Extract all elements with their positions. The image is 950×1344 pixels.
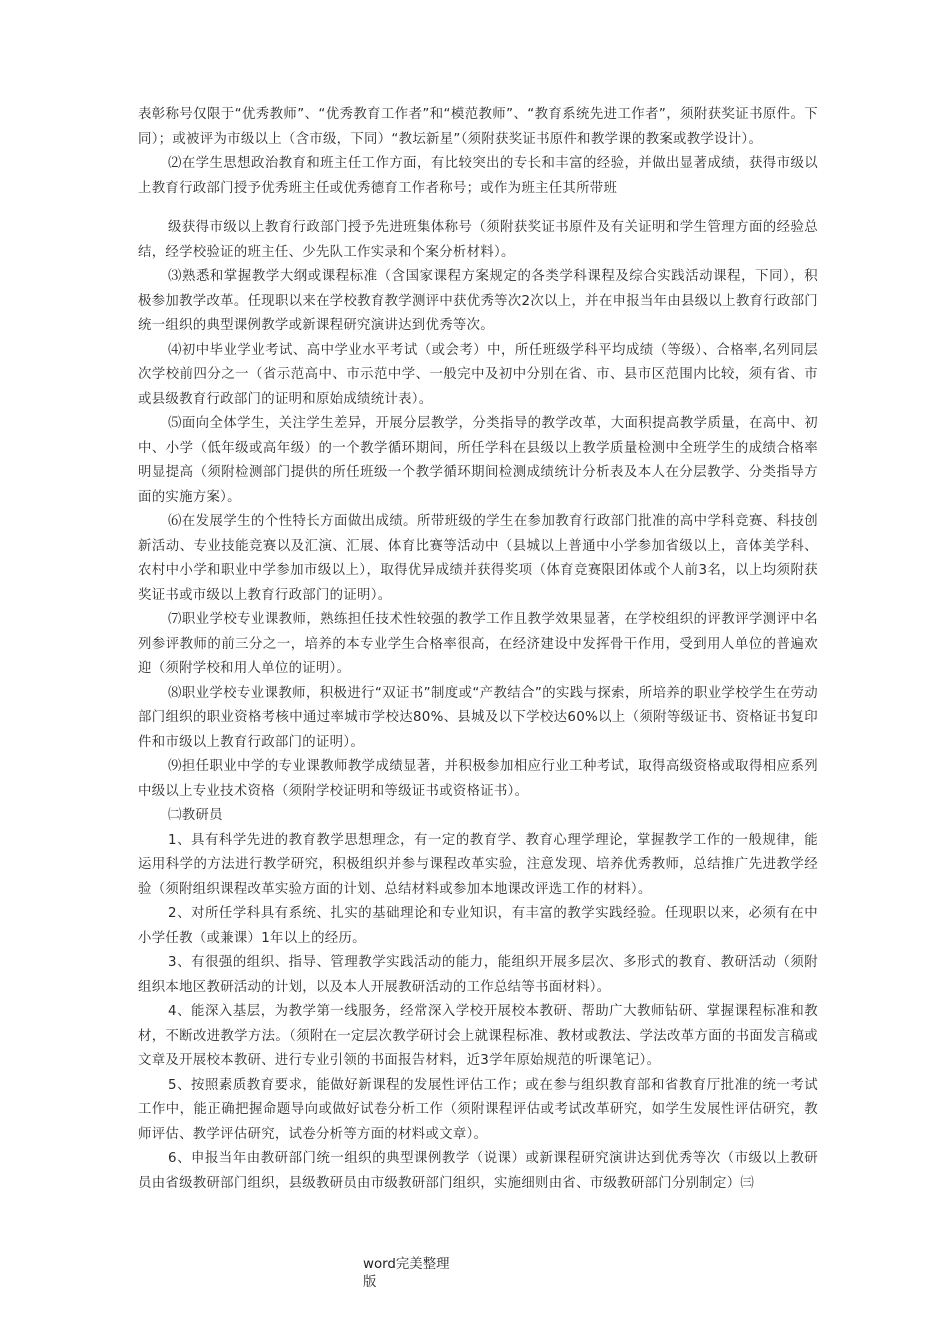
paragraph-item-2-part1: ⑵在学生思想政治教育和班主任工作方面，有比较突出的专长和丰富的经验，并做出显著成绩，获得市级以上教育行政部门授予优秀班主任或优秀德育工作者称号；或作为班主任其所带班 bbox=[138, 156, 818, 196]
section-heading-researcher: ㈡教研员 bbox=[168, 808, 223, 823]
paragraph-researcher-2: 2、对所任学科具有系统、扎实的基础理论和专业知识，有丰富的教学实践经验。任现职以来，必须有在中小学任教（或兼课）1年以上的经历。 bbox=[138, 906, 818, 946]
paragraph-item-3: ⑶熟悉和掌握教学大纲或课程标准（含国家课程方案规定的各类学科课程及综合实践活动课程，下同），积极参加教学改革。任现职以来在学校教育教学测评中获优秀等次2次以上，并在申报当年由县级以上教育行政部门统一组织的典型课例教学或新课程研究演讲达到优秀等次。 bbox=[138, 269, 818, 333]
paragraph-honor-titles: 表彰称号仅限于“优秀教师”、“优秀教育工作者”和“模范教师”、“教育系统先进工作者”，须附获奖证书原件。下同）；或被评为市级以上（含市级，下同）“教坛新星”（须附获奖证书原件和教学课的教案或教学设计）。 bbox=[138, 107, 818, 147]
document-body bbox=[138, 103, 818, 1196]
paragraph-item-5: ⑸面向全体学生，关注学生差异，开展分层教学，分类指导的教学改革，大面积提高教学质量，在高中、初中、小学（低年级或高年级）的一个教学循环期间，所任学科在县级以上教学质量检测中全班学生的成绩合格率明显提高（须附检测部门提供的所任班级一个教学循环期间检测成绩统计分析表及本人在分层教学、分类指导方面的实施方案）。 bbox=[138, 416, 818, 505]
paragraph-researcher-4: 4、能深入基层，为教学第一线服务，经常深入学校开展校本教研、帮助广大教师钻研、掌握课程标准和教材，不断改进教学方法。（须附在一定层次教学研讨会上就课程标准、教材或教法、学法改革方面的书面发言稿或文章及开展校本教研、进行专业引领的书面报告材料，近3学年原始规范的听课笔记）。 bbox=[138, 1004, 818, 1068]
paragraph-researcher-6: 6、申报当年由教研部门统一组织的典型课例教学（说课）或新课程研究演讲达到优秀等次（市级以上教研员由省级教研部门组织，县级教研员由市级教研部门组织，实施细则由省、市级教研部门分别制定）㈢ bbox=[138, 1151, 818, 1191]
footer-line-1: word完美整理 bbox=[363, 1257, 450, 1272]
paragraph-researcher-3: 3、有很强的组织、指导、管理教学实践活动的能力，能组织开展多层次、多形式的教育、教研活动（须附组织本地区教研活动的计划，以及本人开展教研活动的工作总结等书面材料）。 bbox=[138, 955, 818, 995]
paragraph-item-6: ⑹在发展学生的个性特长方面做出成绩。所带班级的学生在参加教育行政部门批准的高中学科竞赛、科技创新活动、专业技能竞赛以及汇演、汇展、体育比赛等活动中（县城以上普通中小学参加省级以上，音体美学科、农村中小学和职业中学参加市级以上），取得优异成绩并获得奖项（体育竞赛限团体或个人前3名，以上均须附获奖证书或市级以上教育行政部门的证明）。 bbox=[138, 514, 818, 603]
paragraph-researcher-5: 5、按照素质教育要求，能做好新课程的发展性评估工作；或在参与组织教育部和省教育厅批准的统一考试工作中，能正确把握命题导向或做好试卷分析工作（须附课程评估或考试改革研究，如学生发展性评估研究，教师评估、教学评估研究，试卷分析等方面的材料或文章）。 bbox=[138, 1077, 818, 1142]
footer-line-2: 版 bbox=[363, 1275, 377, 1290]
paragraph-item-4: ⑷初中毕业学业考试、高中学业水平考试（或会考）中，所任班级学科平均成绩（等级）、合格率,名列同层次学校前四分之一（省示范高中、市示范中学、一般完中及初中分别在省、市、县市区范围内比较，须有省、市或县级教育行政部门的证明和原始成绩统计表）。 bbox=[138, 342, 818, 407]
paragraph-item-8: ⑻职业学校专业课教师，积极进行“双证书”制度或“产教结合”的实践与探索，所培养的职业学校学生在劳动部门组织的职业资格考核中通过率城市学校达80%、县城及以下学校达60%以上（须附等级证书、资格证书复印件和市级以上教育行政部门的证明）。 bbox=[138, 685, 818, 750]
paragraph-item-7: ⑺职业学校专业课教师，熟练担任技术性较强的教学工作且教学效果显著，在学校组织的评教评学测评中名列参评教师的前三分之一，培养的本专业学生合格率很高，在经济建设中发挥骨干作用，受到用人单位的普遍欢迎（须附学校和用人单位的证明）。 bbox=[138, 612, 818, 676]
page-footer bbox=[363, 1256, 473, 1292]
paragraph-item-9: ⑼担任职业中学的专业课教师教学成绩显著，并积极参加相应行业工种考试，取得高级资格或取得相应系列中级以上专业技术资格（须附学校证明和等级证书或资格证书）。 bbox=[138, 759, 818, 799]
paragraph-item-2-part2: 级获得市级以上教育行政部门授予先进班集体称号（须附获奖证书原件及有关证明和学生管理方面的经验总结，经学校验证的班主任、少先队工作实录和个案分析材料）。 bbox=[138, 220, 818, 260]
paragraph-researcher-1: 1、具有科学先进的教育教学思想理念，有一定的教育学、教育心理学理论，掌握教学工作的一般规律，能运用科学的方法进行教学研究，积极组织并参与课程改革实验，注意发现、培养优秀教师，总结推广先进教学经验（须附组织课程改革实验方面的计划、总结材料或参加本地课改评选工作的材料）。 bbox=[138, 832, 818, 897]
